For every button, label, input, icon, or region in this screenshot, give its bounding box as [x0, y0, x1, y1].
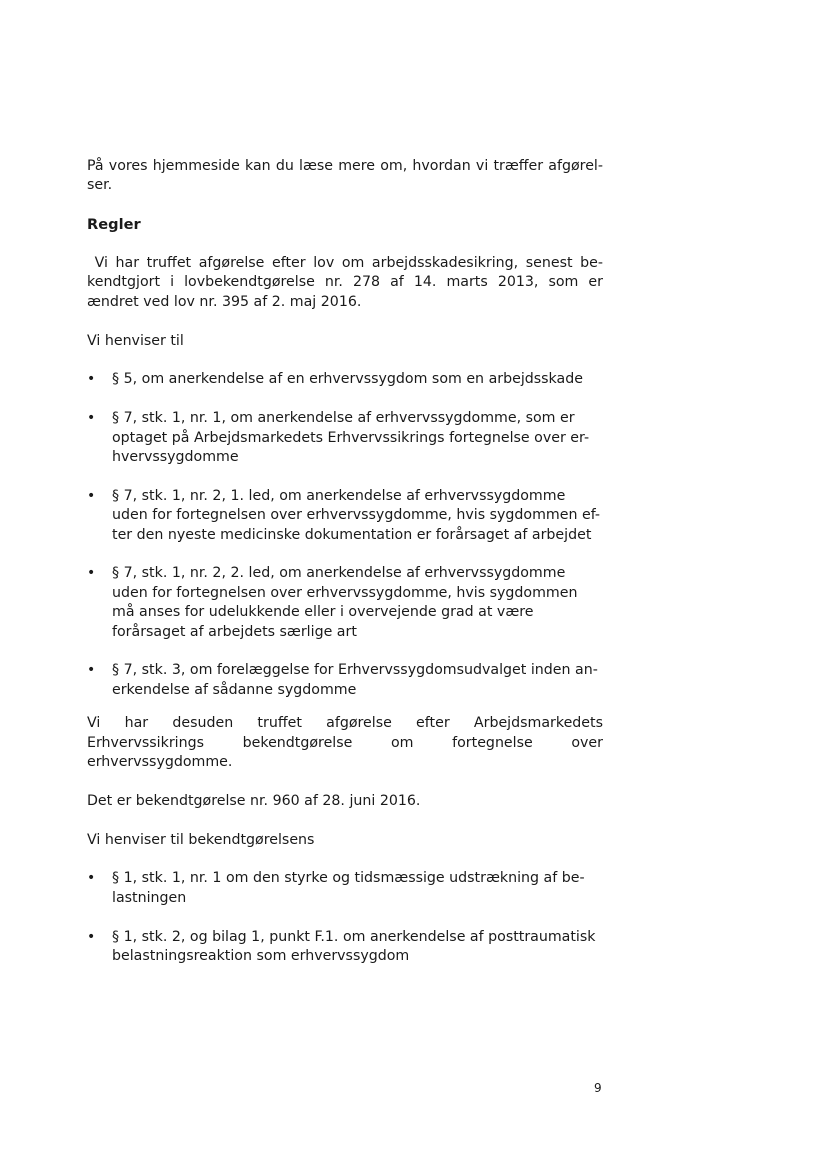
list-item: [87, 487, 603, 545]
document-body: [87, 157, 608, 980]
legal-reference-list: [87, 370, 603, 700]
list-item-text: § 7, stk. 1, nr. 1, om anerkendelse af erhvervssygdomme, som er optaget på Arbejdsmarkedets Erhvervssikrings fortegnelse over er-hvervssygdomme: [112, 410, 590, 466]
bullet-icon: •: [87, 662, 96, 679]
refer-intro-1: Vi henviser til: [87, 332, 184, 349]
list-item-text: § 1, stk. 1, nr. 1 om den styrke og tidsmæssige udstrækning af be-lastningen: [112, 870, 585, 906]
page-number: 9: [594, 1081, 602, 1095]
bullet-icon: •: [87, 870, 96, 887]
bullet-icon: •: [87, 565, 96, 582]
list-item: [87, 869, 603, 908]
executive-order-paragraph: Det er bekendtgørelse nr. 960 af 28. juni 2016.: [87, 792, 421, 809]
list-item-text: § 7, stk. 1, nr. 2, 2. led, om anerkendelse af erhvervssygdomme uden for fortegnelsen over erhvervssygdomme, hvis sygdommen må anses for udelukkende eller i overvejende grad at være forårsaget af arbejdets særlige art: [112, 565, 578, 640]
list-item-text: § 1, stk. 2, og bilag 1, punkt F.1. om anerkendelse af posttraumatisk belastningsreaktion som erhvervssygdom: [112, 928, 596, 965]
executive-order-reference-list: [87, 869, 603, 966]
rules-heading: Regler: [87, 216, 141, 234]
list-item: [87, 564, 603, 642]
list-item: [87, 370, 603, 389]
bullet-icon: •: [87, 371, 96, 388]
refer-intro-2: Vi henviser til bekendtgørelsens: [87, 831, 315, 848]
bullet-icon: •: [87, 487, 96, 504]
intro-paragraph: På vores hjemmeside kan du læse mere om, hvordan vi træffer afgørel-ser.: [87, 158, 603, 194]
list-item: [87, 661, 603, 700]
rules-paragraph: Vi har truffet afgørelse efter lov om arbejdsskadesikring, senest be-kendtgjort i lovbekendtgørelse nr. 278 af 14. marts 2013, som er ændret ved lov nr. 395 af 2. maj 2016.: [87, 255, 608, 310]
list-item: [87, 409, 603, 467]
list-item-text: § 7, stk. 3, om forelæggelse for Erhvervssygdomsudvalget inden an-erkendelse af sådanne sygdomme: [112, 662, 598, 698]
bullet-icon: •: [87, 928, 96, 945]
list-item: [87, 928, 603, 967]
bullet-icon: •: [87, 410, 96, 427]
list-item-text: § 5, om anerkendelse af en erhvervssygdom som en arbejdsskade: [112, 371, 583, 388]
list-item-text: § 7, stk. 1, nr. 2, 1. led, om anerkendelse af erhvervssygdomme uden for fortegnelsen over erhvervssygdomme, hvis sygdommen ef-ter den nyeste medicinske dokumentation er forårsaget af arbejdet: [112, 487, 601, 543]
additional-decision-paragraph: Vi har desuden truffet afgørelse efter Arbejdsmarkedets Erhvervssikrings bekendtgørelse om fortegnelse over erhvervssygdomme.: [87, 715, 603, 771]
